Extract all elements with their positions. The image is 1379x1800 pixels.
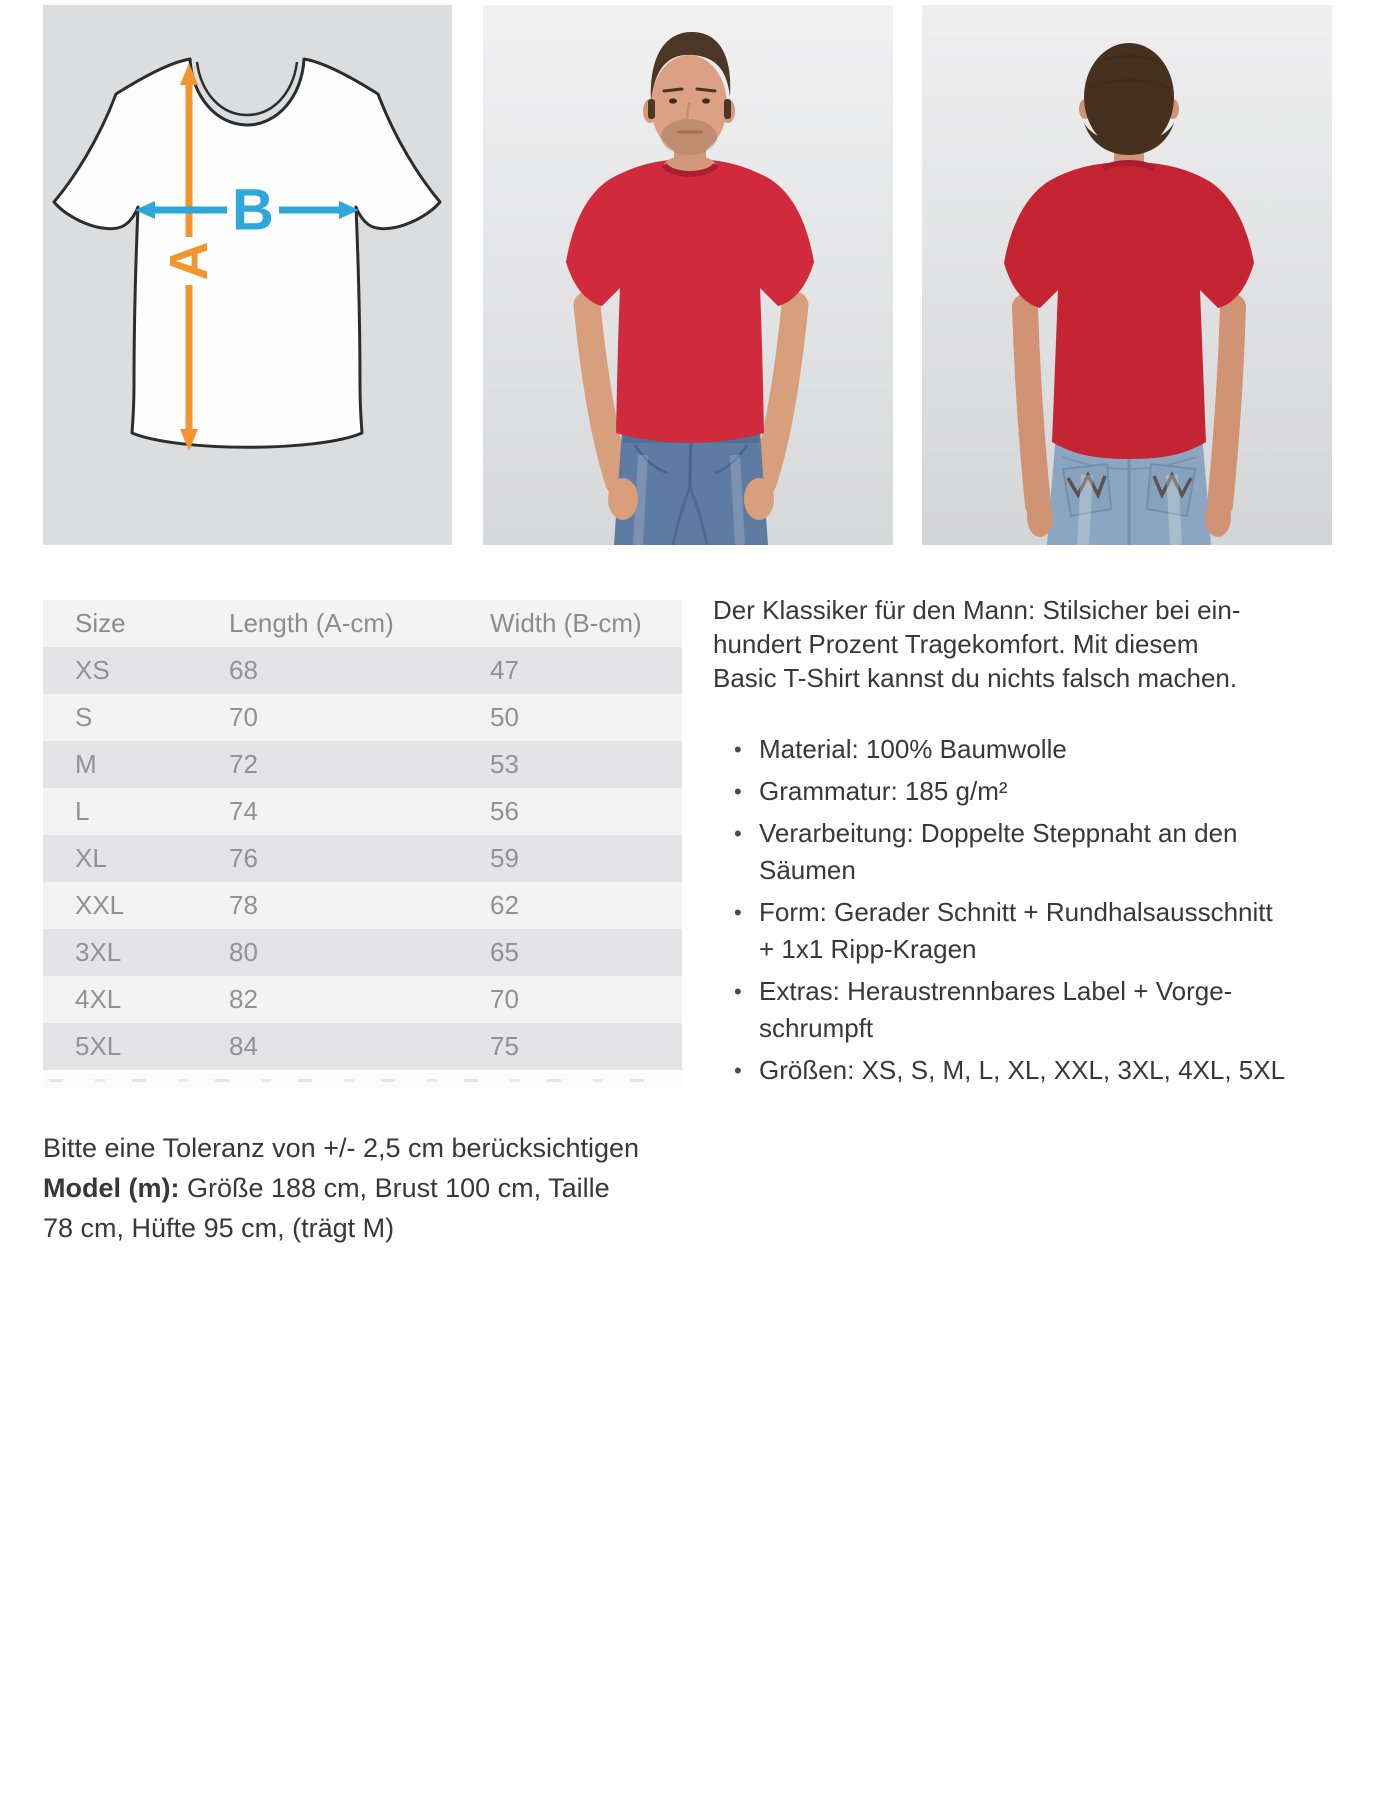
size-table: [43, 600, 682, 1070]
size-cell: 70: [229, 702, 258, 732]
size-cell: 84: [229, 1031, 258, 1061]
size-cell: 3XL: [75, 937, 122, 967]
size-cell: L: [75, 796, 90, 826]
size-table-row: [43, 882, 682, 929]
model-left-arm: [1025, 307, 1038, 505]
model-jeans-front: [614, 429, 768, 545]
model-right-hand: [744, 478, 774, 520]
feature-item: [713, 815, 1373, 889]
feature-item: [713, 894, 1373, 968]
bullet-dot: •: [734, 979, 742, 1004]
model-right-arm: [1220, 307, 1233, 505]
feature-text: Grammatur: 185 g/m²: [759, 776, 1008, 806]
size-table-row: [43, 1023, 682, 1070]
back-photo-svg: [922, 5, 1332, 545]
size-cell: 65: [490, 937, 519, 967]
measurement-notes: [43, 1128, 683, 1248]
col-header-size: Size: [75, 608, 126, 638]
label-b: B: [232, 177, 274, 243]
size-table-body: [43, 647, 682, 1070]
product-description: [713, 593, 1373, 1094]
size-table-header: [43, 600, 682, 647]
model-front-photo: [483, 5, 893, 545]
size-cell: 59: [490, 843, 519, 873]
size-table-row: [43, 835, 682, 882]
size-cell: 76: [229, 843, 258, 873]
front-photo-svg: [483, 5, 893, 545]
col-header-length: Length (A-cm): [229, 608, 394, 638]
cropped-image-strip: [43, 1073, 682, 1088]
bullet-dot: •: [734, 779, 742, 804]
model-back-photo: [922, 5, 1332, 545]
size-cell: 78: [229, 890, 258, 920]
model-left-hand: [1027, 497, 1053, 537]
size-cell: M: [75, 749, 97, 779]
size-table-row: [43, 929, 682, 976]
intro-line: Basic T-Shirt kannst du nichts falsch machen.: [713, 663, 1238, 693]
size-cell: 47: [490, 655, 519, 685]
model-left-hand: [608, 478, 638, 520]
size-diagram-image: [43, 5, 452, 545]
description-intro: [713, 593, 1373, 695]
bullet-dot: •: [734, 1058, 742, 1083]
model-info-label: Model (m):: [43, 1173, 180, 1203]
model-info-text: Größe 188 cm, Brust 100 cm, Taille: [187, 1173, 610, 1203]
size-cell: XL: [75, 843, 107, 873]
size-cell: XS: [75, 655, 110, 685]
feature-text: Form: Gerader Schnitt + Rundhalsausschnitt + 1x1 Ripp-Kragen: [759, 897, 1273, 964]
size-cell: 68: [229, 655, 258, 685]
size-cell: 74: [229, 796, 258, 826]
size-cell: 80: [229, 937, 258, 967]
col-header-width: Width (B-cm): [490, 608, 642, 638]
feature-item: [713, 773, 1373, 810]
tolerance-note: Bitte eine Toleranz von +/- 2,5 cm berücksichtigen: [43, 1133, 640, 1163]
feature-list: [713, 731, 1373, 1089]
size-table-row: [43, 694, 682, 741]
size-cell: 56: [490, 796, 519, 826]
size-cell: S: [75, 702, 93, 732]
size-cell: 72: [229, 749, 258, 779]
intro-line: hundert Prozent Tragekomfort. Mit diesem: [713, 629, 1199, 659]
size-table-row: [43, 647, 682, 694]
feature-item: [713, 1052, 1373, 1089]
intro-line: Der Klassiker für den Mann: Stilsicher bei ein-: [713, 595, 1241, 625]
size-cell: 75: [490, 1031, 519, 1061]
feature-text: Verarbeitung: Doppelte Steppnaht an den Säumen: [759, 818, 1238, 885]
size-table-row: [43, 976, 682, 1023]
model-info-line2: 78 cm, Hüfte 95 cm, (trägt M): [43, 1213, 395, 1243]
size-cell: 62: [490, 890, 519, 920]
size-table-row: [43, 741, 682, 788]
feature-item: [713, 731, 1373, 768]
bullet-dot: •: [734, 737, 742, 762]
feature-text: Material: 100% Baumwolle: [759, 734, 1067, 764]
size-cell: 82: [229, 984, 258, 1014]
size-cell: 50: [490, 702, 519, 732]
bullet-dot: •: [734, 821, 742, 846]
feature-text: Extras: Heraustrennbares Label + Vorge- schrumpft: [759, 976, 1233, 1043]
size-cell: 53: [490, 749, 519, 779]
size-cell: XXL: [75, 890, 125, 920]
label-a: A: [159, 241, 219, 281]
feature-text: Größen: XS, S, M, L, XL, XXL, 3XL, 4XL, 5XL: [759, 1055, 1286, 1085]
size-table-row: [43, 788, 682, 835]
feature-item: [713, 973, 1373, 1047]
size-cell: 4XL: [75, 984, 122, 1014]
size-cell: 5XL: [75, 1031, 122, 1061]
bullet-dot: •: [734, 900, 742, 925]
model-info-line1: [43, 1168, 683, 1208]
size-diagram-svg: [43, 5, 452, 545]
model-right-hand: [1205, 497, 1231, 537]
size-cell: 70: [490, 984, 519, 1014]
